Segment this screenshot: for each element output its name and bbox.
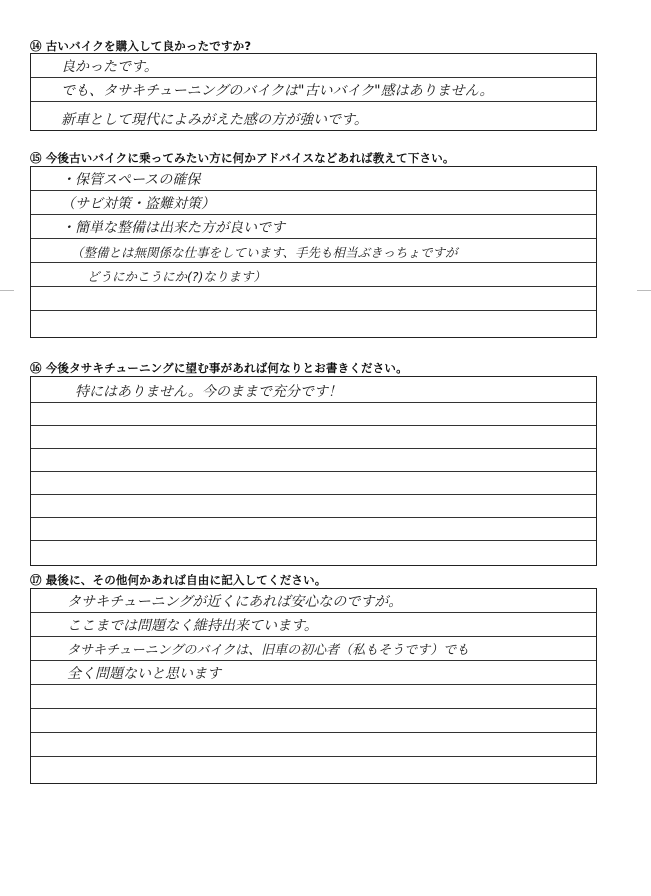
answer-line <box>31 709 596 733</box>
answer-line <box>31 78 596 102</box>
answer-line <box>31 613 596 637</box>
question-number: ⑰ <box>30 573 42 587</box>
answer-line <box>31 215 596 239</box>
question-number: ⑭ <box>30 39 42 53</box>
handwritten-text: （整備とは無関係な仕事をしています、手先も相当ぶきっちょですが <box>71 244 458 260</box>
answer-line <box>31 589 596 613</box>
handwritten-text: タサキチューニングのバイクは、旧車の初心者（私もそうです）でも <box>67 643 470 658</box>
handwritten-text: 特にはありません。今のままで充分です！ <box>75 384 342 400</box>
answer-box-15 <box>30 166 597 338</box>
answer-box-17 <box>30 588 597 784</box>
answer-line <box>31 685 596 709</box>
answer-line <box>31 472 596 495</box>
answer-line <box>31 637 596 661</box>
answer-line <box>31 661 596 685</box>
answer-line <box>31 191 596 215</box>
handwritten-text: ・簡単な整備は出来た方が良いです <box>61 220 285 236</box>
answer-line <box>31 263 596 287</box>
answer-line <box>31 54 596 78</box>
answer-line <box>31 377 596 403</box>
handwritten-text: ここまでは問題なく維持出来ています。 <box>67 618 318 634</box>
question-number: ⑮ <box>30 151 42 165</box>
question-15 <box>30 150 455 166</box>
answer-line <box>31 287 596 311</box>
scan-margin-mark <box>0 290 14 291</box>
scan-margin-mark <box>637 290 651 291</box>
answer-box-16 <box>30 376 597 566</box>
question-text: 古いバイクを購入して良かったですか? <box>45 39 252 53</box>
answer-line <box>31 757 596 783</box>
handwritten-text: ・保管スペースの確保 <box>61 172 201 188</box>
answer-line <box>31 541 596 565</box>
answer-box-14 <box>30 53 597 131</box>
question-17 <box>30 572 327 588</box>
handwritten-text: でも、タサキチューニングのバイクは"古いバイク"感はありません。 <box>61 83 494 99</box>
answer-line <box>31 449 596 472</box>
handwritten-text: （サビ対策・盗難対策） <box>61 196 215 212</box>
question-text: 今後タサキチューニングに望む事があれば何なりとお書きください。 <box>45 361 408 375</box>
question-text: 今後古いバイクに乗ってみたい方に何かアドバイスなどあれば教えて下さい。 <box>45 151 455 165</box>
answer-line <box>31 311 596 337</box>
handwritten-text: 全く問題ないと思います <box>67 666 221 682</box>
question-text: 最後に、その他何かあれば自由に記入してください。 <box>45 573 327 587</box>
answer-line <box>31 167 596 191</box>
handwritten-text: 良かったです。 <box>61 59 158 75</box>
handwritten-text: タサキチューニングが近くにあれば安心なのですが。 <box>67 594 403 610</box>
answer-line <box>31 102 596 130</box>
question-16 <box>30 360 408 376</box>
answer-line <box>31 733 596 757</box>
answer-line <box>31 495 596 518</box>
handwritten-text: どうにかこうにか(?)なります） <box>87 268 266 284</box>
answer-line <box>31 518 596 541</box>
answer-line <box>31 239 596 263</box>
answer-line <box>31 403 596 426</box>
answer-line <box>31 426 596 449</box>
question-number: ⑯ <box>30 361 42 375</box>
handwritten-text: 新車として現代によみがえた感の方が強いです。 <box>61 112 368 128</box>
question-14 <box>30 38 251 54</box>
